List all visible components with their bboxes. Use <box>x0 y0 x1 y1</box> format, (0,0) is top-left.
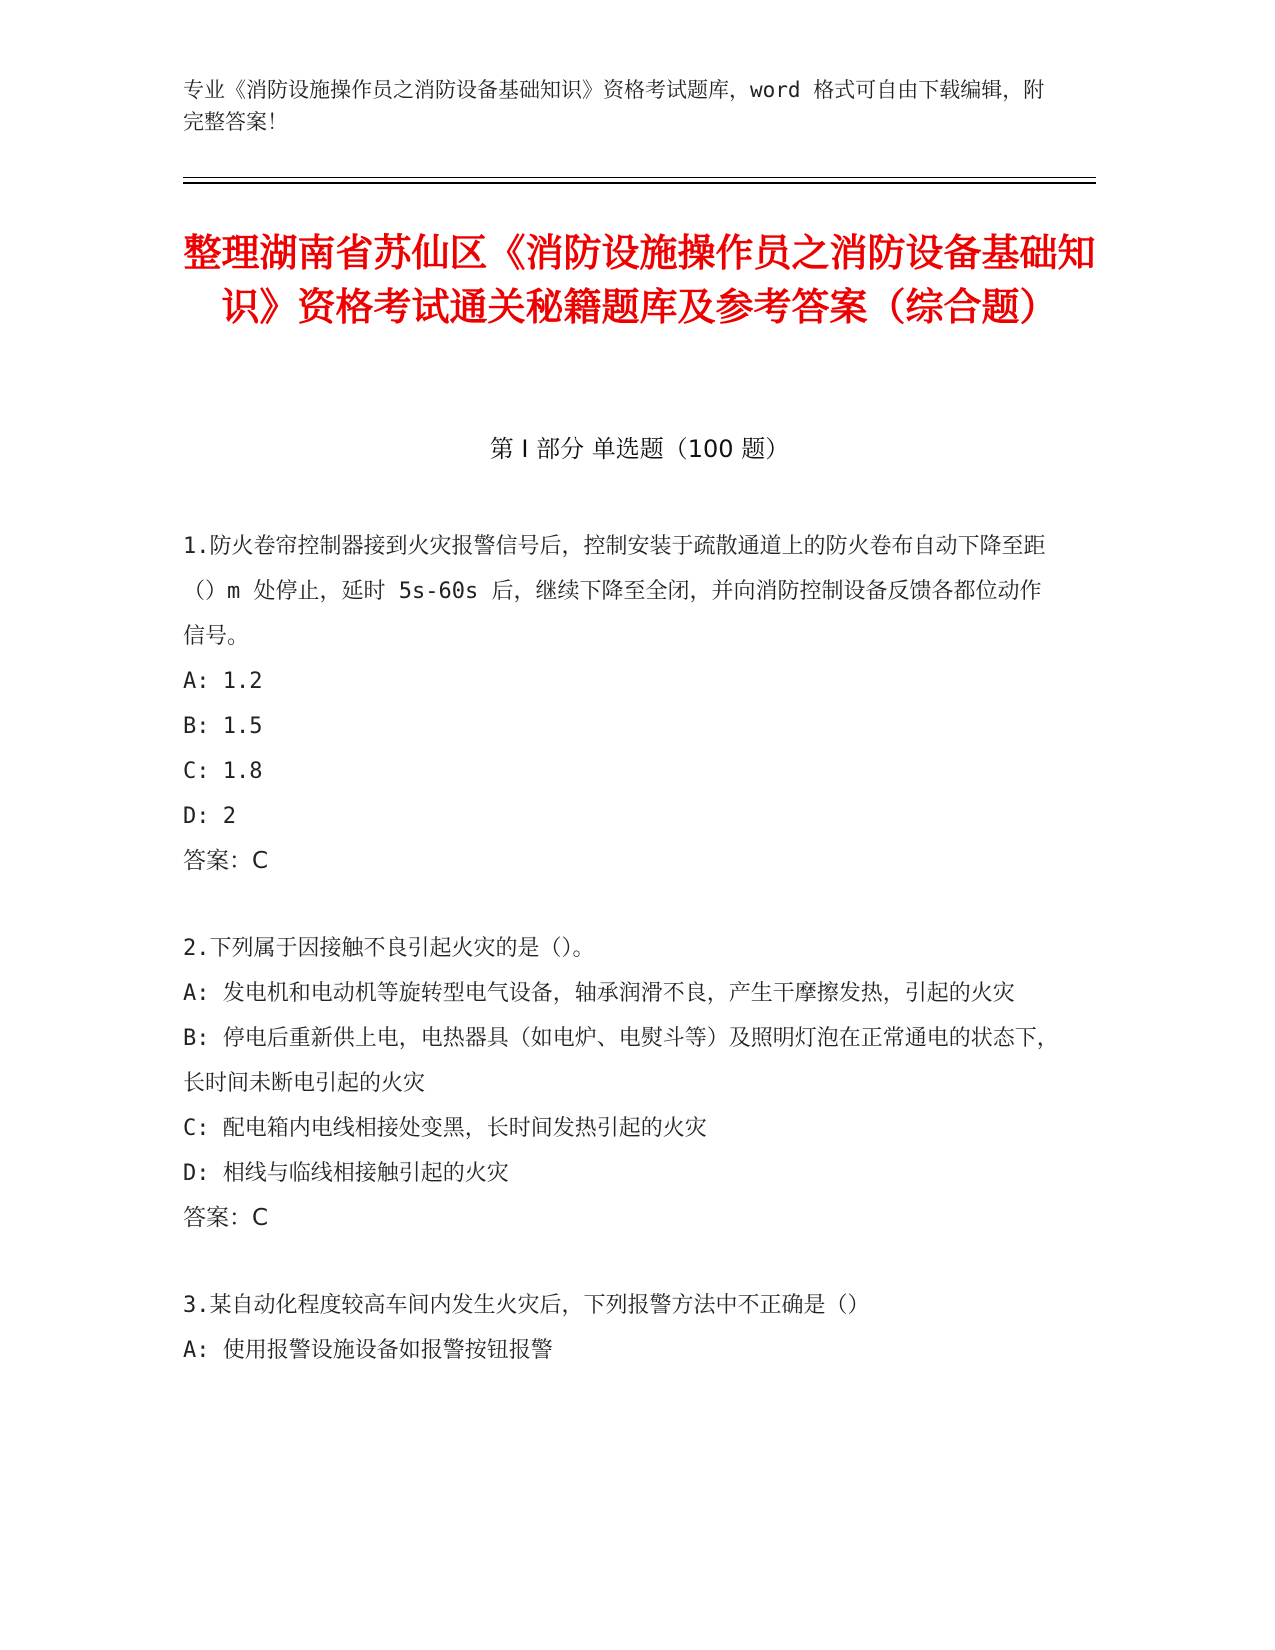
question-stem: 3.某自动化程度较高车间内发生火灾后，下列报警方法中不正确是（） <box>183 1293 870 1318</box>
question-list <box>183 524 1063 1415</box>
option-b: B: 1.5 <box>183 714 263 739</box>
option-b: B: 停电后重新供上电，电热器具（如电炉、电熨斗等）及照明灯泡在正常通电的状态下，长时间未断电引起的火灾 <box>183 1026 1059 1096</box>
document-title: 整理湖南省苏仙区《消防设施操作员之消防设备基础知识》资格考试通关秘籍题库及参考答案（综合题） <box>183 231 1096 329</box>
option-a: A: 1.2 <box>183 669 263 694</box>
option-c: C: 1.8 <box>183 759 263 784</box>
question-item <box>183 524 1063 884</box>
question-stem: 1.防火卷帘控制器接到火灾报警信号后，控制安装于疏散通道上的防火卷布自动下降至距（）m 处停止，延时 5s-60s 后，继续下降至全闭，并向消防控制设备反馈各都位动作信号。 <box>183 534 1046 649</box>
section-title: 第 I 部分 单选题（100 题） <box>489 435 790 463</box>
header-divider-thin <box>183 177 1096 178</box>
question-item <box>183 926 1063 1241</box>
question-item <box>183 1283 1063 1373</box>
header-note: 专业《消防设施操作员之消防设备基础知识》资格考试题库，word 格式可自由下载编辑，附完整答案！ <box>183 78 1045 134</box>
option-a: A: 发电机和电动机等旋转型电气设备，轴承润滑不良，产生干摩擦发热，引起的火灾 <box>183 981 1015 1006</box>
answer-line: 答案：C <box>183 848 269 874</box>
option-a: A: 使用报警设施设备如报警按钮报警 <box>183 1338 553 1363</box>
answer-line: 答案：C <box>183 1205 269 1231</box>
question-stem: 2.下列属于因接触不良引起火灾的是（）。 <box>183 936 595 961</box>
option-c: C: 配电箱内电线相接处变黑，长时间发热引起的火灾 <box>183 1116 707 1141</box>
option-d: D: 相线与临线相接触引起的火灾 <box>183 1161 509 1186</box>
option-d: D: 2 <box>183 804 236 829</box>
header-divider-thick <box>183 182 1096 184</box>
